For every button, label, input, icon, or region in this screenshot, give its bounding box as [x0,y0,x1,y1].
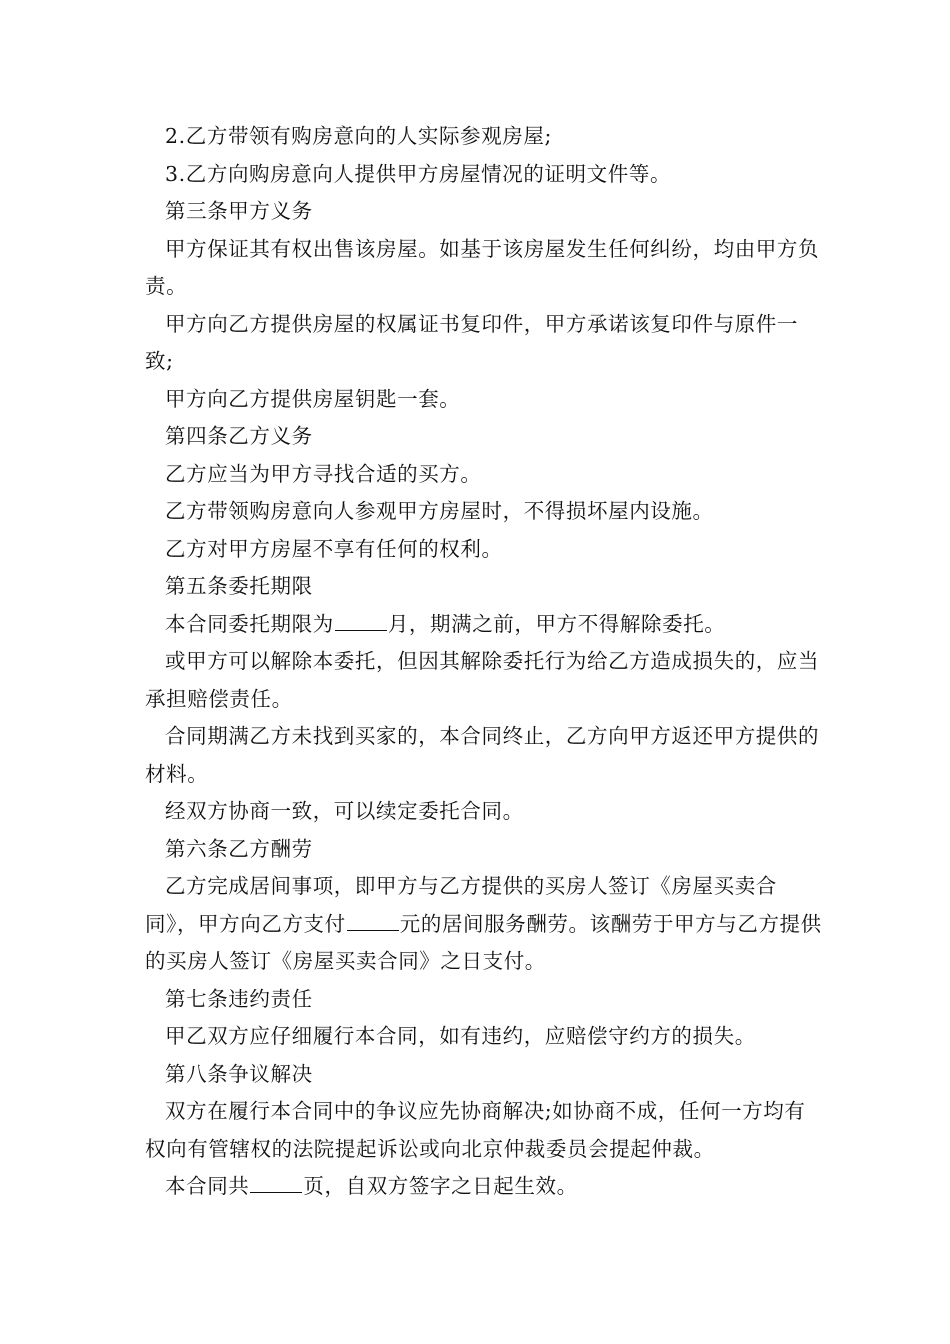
article-5-paragraph-4: 经双方协商一致，可以续定委托合同。 [165,799,524,823]
article-7-title: 第七条违约责任 [165,986,313,1011]
document-body [145,118,825,1206]
article-4-title: 第四条乙方义务 [165,424,313,448]
term-months-blank[interactable] [335,610,387,631]
clause-item-3: 3.乙方向购房意向人提供甲方房屋情况的证明文件等。 [165,161,672,186]
final-clause-start: 本合同共 [165,1174,250,1198]
article-5-paragraph-2: 或甲方可以解除本委托，但因其解除委托行为给乙方造成损失的，应当承担赔偿责任。 [145,649,820,711]
article-3-paragraph-3: 甲方向乙方提供房屋钥匙一套。 [165,386,461,411]
article-4-paragraph-2: 乙方带领购房意向人参观甲方房屋时，不得损坏屋内设施。 [165,499,714,523]
article-5-paragraph-1-start: 本合同委托期限为 [165,611,334,636]
article-3-title: 第三条甲方义务 [165,199,313,223]
article-7-paragraph-1: 甲乙双方应仔细履行本合同，如有违约，应赔偿守约方的损失。 [165,1024,756,1048]
article-8-title: 第八条争议解决 [165,1061,313,1086]
article-4-paragraph-3: 乙方对甲方房屋不享有任何的权利。 [165,536,503,561]
clause-item-2: 2.乙方带领有购房意向的人实际参观房屋; [165,124,552,148]
fee-amount-blank[interactable] [347,910,399,931]
page-count-blank[interactable] [250,1172,302,1193]
article-8-paragraph-1: 双方在履行本合同中的争议应先协商解决;如协商不成，任何一方均有权向有管辖权的法院提起诉讼或向北京仲裁委员会提起仲裁。 [145,1099,806,1161]
article-5-title: 第五条委托期限 [165,574,313,598]
article-5-paragraph-1 [145,606,825,644]
article-6-title: 第六条乙方酬劳 [165,836,313,861]
article-6-paragraph-1-start: 乙方完成居间事项，即甲方与乙方提供的买房人签订《房屋买卖合同》，甲方向乙方支付 [145,874,777,936]
final-clause-end: 页，自双方签字之日起生效。 [303,1174,578,1198]
article-5-paragraph-1-end: 月，期满之前，甲方不得解除委托。 [387,611,726,636]
article-3-paragraph-1: 甲方保证其有权出售该房屋。如基于该房屋发生任何纠纷，均由甲方负责。 [145,236,820,298]
article-3-paragraph-2: 甲方向乙方提供房屋的权属证书复印件，甲方承诺该复印件与原件一致; [145,311,798,373]
article-4-paragraph-1: 乙方应当为甲方寻找合适的买方。 [165,461,482,486]
article-5-paragraph-3: 合同期满乙方未找到买家的，本合同终止，乙方向甲方返还甲方提供的材料。 [145,724,820,786]
article-6-paragraph-1 [145,868,825,981]
article-6-paragraph-1-end: 元的居间服务酬劳。该酬劳于甲方与乙方提供的买房人签订《房屋买卖合同》之日支付。 [145,911,822,973]
final-clause [145,1168,825,1206]
